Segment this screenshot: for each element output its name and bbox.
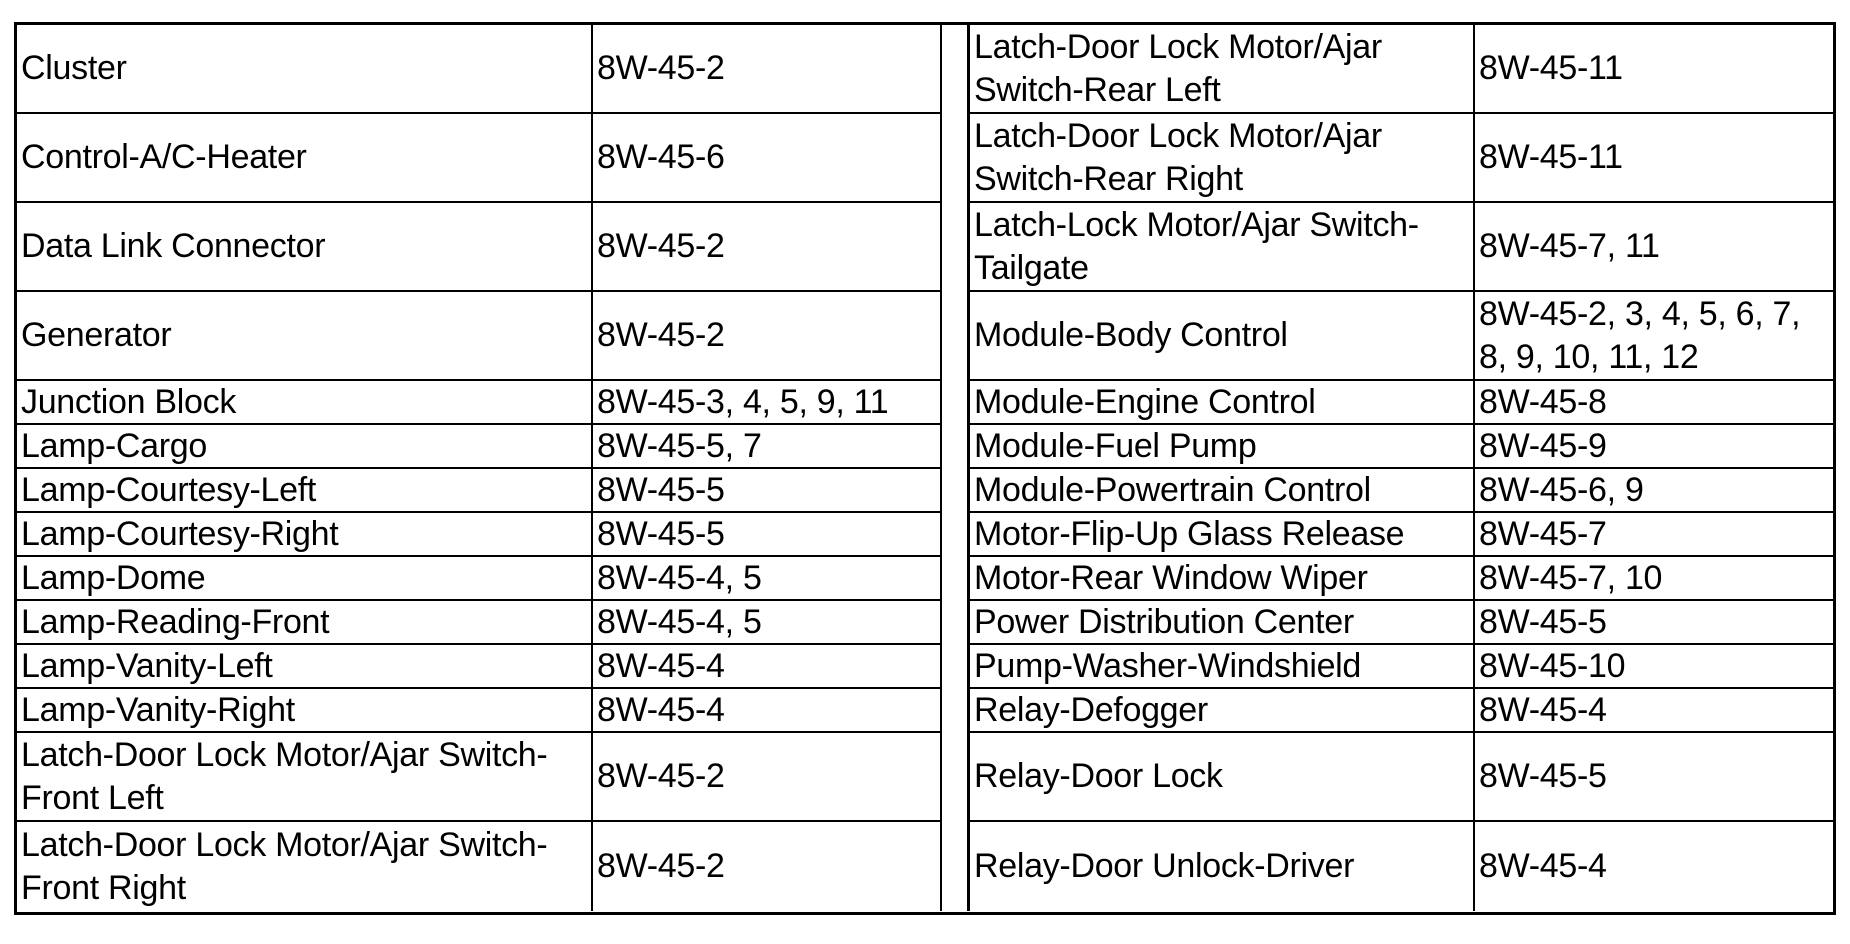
component-name-cell-right: Motor-Flip-Up Glass Release	[970, 513, 1475, 557]
component-name-cell-right: Module-Fuel Pump	[970, 425, 1475, 469]
component-name-cell-right: Pump-Washer-Windshield	[970, 645, 1475, 689]
reference-cell-left: 8W-45-2	[593, 733, 942, 822]
component-name-cell-left: Lamp-Vanity-Left	[17, 645, 593, 689]
component-name-cell-right: Module-Powertrain Control	[970, 469, 1475, 513]
reference-cell-right: 8W-45-7, 11	[1475, 203, 1836, 292]
component-name-cell-right: Latch-Door Lock Motor/Ajar Switch-Rear Left	[970, 25, 1475, 114]
reference-cell-left: 8W-45-2	[593, 203, 942, 292]
component-name-cell-left: Lamp-Vanity-Right	[17, 689, 593, 733]
component-name-cell-left: Lamp-Cargo	[17, 425, 593, 469]
reference-cell-left: 8W-45-2	[593, 822, 942, 911]
component-name-cell-left: Control-A/C-Heater	[17, 114, 593, 203]
reference-cell-left: 8W-45-3, 4, 5, 9, 11	[593, 381, 942, 425]
component-name-cell-right: Module-Body Control	[970, 292, 1475, 381]
component-name-cell-left: Lamp-Dome	[17, 557, 593, 601]
reference-cell-right: 8W-45-5	[1475, 601, 1836, 645]
reference-cell-right: 8W-45-10	[1475, 645, 1836, 689]
reference-cell-right: 8W-45-2, 3, 4, 5, 6, 7, 8, 9, 10, 11, 12	[1475, 292, 1836, 381]
component-name-cell-left: Latch-Door Lock Motor/Ajar Switch-Front Right	[17, 822, 593, 911]
reference-cell-left: 8W-45-4	[593, 645, 942, 689]
component-name-cell-left: Generator	[17, 292, 593, 381]
component-name-cell-right: Relay-Defogger	[970, 689, 1475, 733]
reference-cell-left: 8W-45-5, 7	[593, 425, 942, 469]
component-name-cell-left: Lamp-Courtesy-Right	[17, 513, 593, 557]
reference-cell-right: 8W-45-8	[1475, 381, 1836, 425]
component-name-cell-right: Latch-Lock Motor/Ajar Switch-Tailgate	[970, 203, 1475, 292]
component-name-cell-right: Relay-Door Unlock-Driver	[970, 822, 1475, 911]
component-name-cell-left: Data Link Connector	[17, 203, 593, 292]
component-name-cell-right: Latch-Door Lock Motor/Ajar Switch-Rear Right	[970, 114, 1475, 203]
reference-cell-left: 8W-45-4, 5	[593, 557, 942, 601]
reference-cell-left: 8W-45-6	[593, 114, 942, 203]
component-name-cell-left: Lamp-Reading-Front	[17, 601, 593, 645]
component-name-cell-left: Latch-Door Lock Motor/Ajar Switch-Front Left	[17, 733, 593, 822]
component-name-cell-left: Junction Block	[17, 381, 593, 425]
component-name-cell-right: Power Distribution Center	[970, 601, 1475, 645]
component-name-cell-right: Module-Engine Control	[970, 381, 1475, 425]
component-name-cell-right: Motor-Rear Window Wiper	[970, 557, 1475, 601]
component-name-cell-left: Lamp-Courtesy-Left	[17, 469, 593, 513]
reference-cell-right: 8W-45-4	[1479, 847, 1607, 885]
component-index-table	[14, 22, 1836, 915]
component-name-cell-left: Cluster	[17, 25, 593, 114]
reference-cell-left: 8W-45-5	[593, 513, 942, 557]
reference-cell-left: 8W-45-4	[593, 689, 942, 733]
component-name-cell-right: Relay-Door Lock	[970, 733, 1475, 822]
reference-cell-right: 8W-45-7, 10	[1475, 557, 1836, 601]
reference-cell-right: 8W-45-9	[1475, 425, 1836, 469]
reference-cell-right: 8W-45-11	[1475, 25, 1836, 114]
reference-cell-right: 8W-45-6, 9	[1475, 469, 1836, 513]
reference-cell-left: 8W-45-2	[593, 25, 942, 114]
reference-cell-left: 8W-45-5	[593, 469, 942, 513]
reference-cell-left: 8W-45-2	[593, 292, 942, 381]
reference-cell-right: 8W-45-4	[1475, 689, 1836, 733]
column-divider	[940, 25, 970, 911]
reference-cell-left: 8W-45-4, 5	[593, 601, 942, 645]
reference-cell-right: 8W-45-7	[1475, 513, 1836, 557]
reference-cell-right: 8W-45-5	[1475, 733, 1836, 822]
reference-cell-right: 8W-45-11	[1475, 114, 1836, 203]
